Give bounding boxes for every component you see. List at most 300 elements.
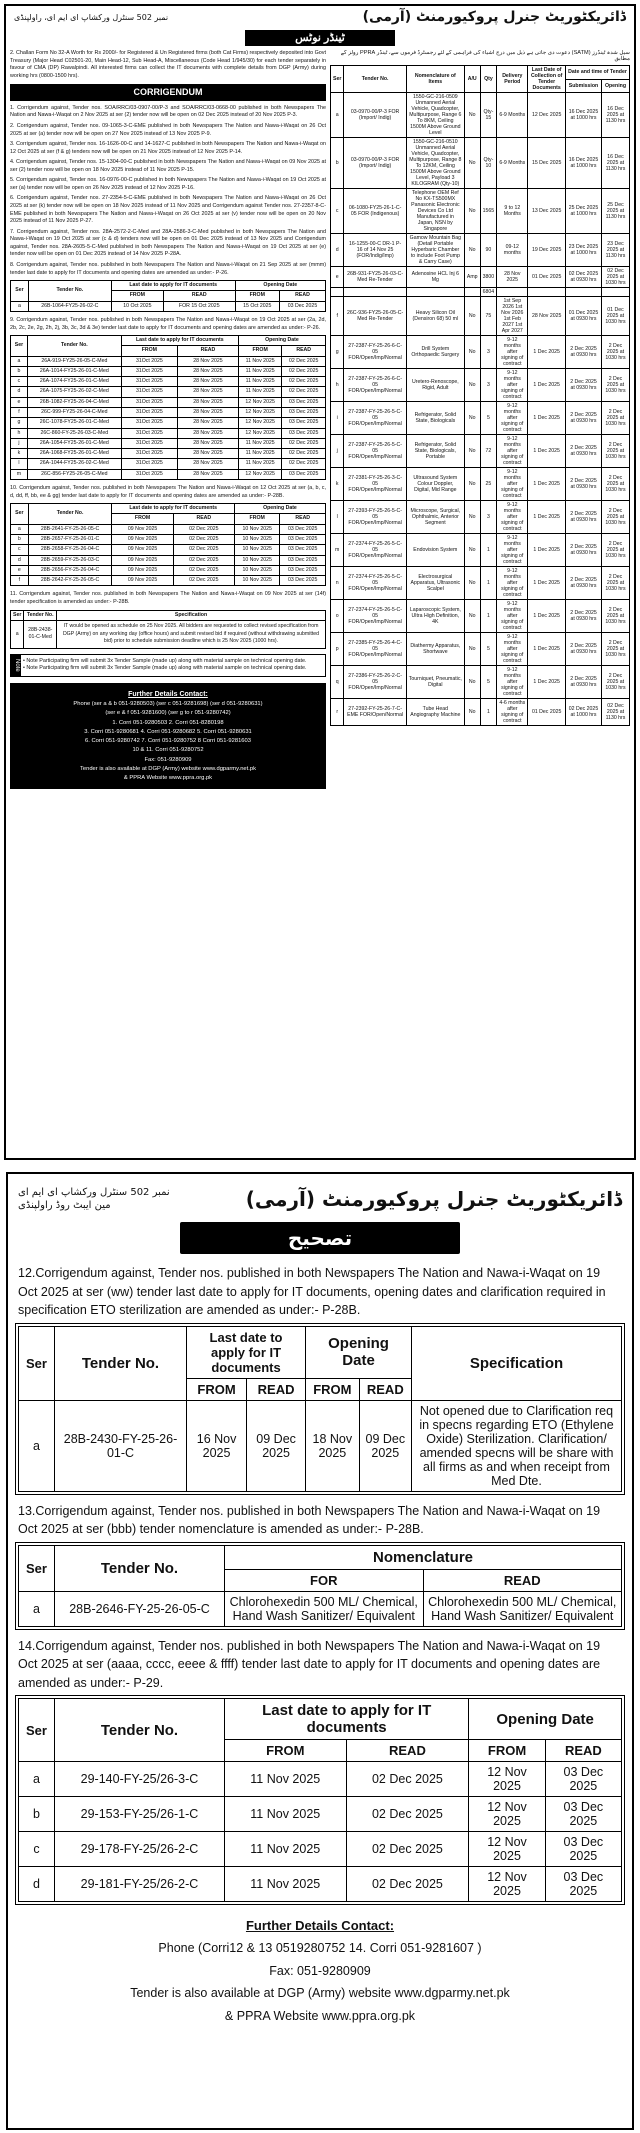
table-cell: 31Oct 2025 xyxy=(121,459,177,469)
table-cell: 09 Nov 2025 xyxy=(112,524,173,534)
table-cell: 03 Dec 2025 xyxy=(282,469,326,479)
table-cell: f xyxy=(11,408,28,418)
table-cell: 26C-860-FY-25-26-03-C-Med xyxy=(27,428,121,438)
table-p10: Ser Tender No. Last date to apply for IT documents Opening Date FROM READ FROM READ a 28B-2641-FY-25-26-05-C 09 Nov 2025 02 Dec 2025 10 Nov 2025 03 Dec 2025 b 28B-2657-FY-25-26-01-C 09 Nov 2025 02 Dec 2025 10 Nov 2025 03 Dec 2025 c 28B-2658-FY-25-26-04-C 09 Nov 2025 02 Dec 2025 10 Nov 2025 03 Dec 2025 d 28B-2659-FY-25-26-03-C 09 Nov 2025 02 Dec 2025 10 Nov 2025 03 Dec 2025 e 28B-2656-FY-25-26-04-C 09 Nov 2025 02 Dec 2025 10 Nov 2025 03 Dec 2025 f 28B-2642-FY-25-26-05-C 09 Nov 2025 02 Dec 2025 10 Nov 2025 03 Dec 2025 xyxy=(10,503,326,586)
corrigendum-paragraph: 8. Corrigendum against, Tender nos. published in both Newspapers The Nation and Nawa-i-Waqat on 21 Sep 2025 at ser (mmm) tender last date to apply for IT documents and opening dates are amended as under:- P-26. xyxy=(10,261,326,276)
table-cell: e xyxy=(331,267,344,288)
table-cell: 2 Dec 2025 at 1030 hrs xyxy=(601,402,629,435)
table-cell: No xyxy=(464,567,480,600)
table-cell: 02 Dec 2025 at 0930 hrs xyxy=(566,267,602,288)
table-cell: 1 xyxy=(480,534,497,567)
table-cell: 02 Dec 2025 xyxy=(346,1832,469,1867)
table-row xyxy=(11,397,326,407)
table-row xyxy=(331,666,630,699)
table-cell: 03-0970-00/P-3 FOR (Import/ Indig) xyxy=(344,138,406,189)
table-cell: 2 Dec 2025 at 1030 hrs xyxy=(601,567,629,600)
table-cell: 09 Nov 2025 xyxy=(112,534,173,544)
table-cell: 28 Nov 2025 xyxy=(178,408,239,418)
table-cell: 02 Dec 2025 xyxy=(173,524,234,534)
table-cell: 01 Dec 2025 at 0930 hrs xyxy=(566,297,602,336)
table-cell: 12 Nov 2025 xyxy=(469,1797,545,1832)
table-cell: 03 Dec 2025 xyxy=(282,408,326,418)
table-cell: 03 Dec 2025 xyxy=(280,576,326,586)
table-cell: 03 Dec 2025 xyxy=(282,418,326,428)
table-row xyxy=(331,633,630,666)
table-cell: 6-9 Months xyxy=(497,93,528,138)
table-cell: 10 Nov 2025 xyxy=(234,534,280,544)
table-cell: No xyxy=(464,468,480,501)
table-cell: 31Oct 2025 xyxy=(121,356,177,366)
table-cell: 9-12 months after signing of contract xyxy=(497,468,528,501)
table-cell: 2 Dec 2025 at 0930 hrs xyxy=(566,501,602,534)
table-cell: f xyxy=(331,297,344,336)
corrigendum-paragraph: 2. Corrigendum against, Tender nos. 09-1065-3-C-EME published in both Newspapers The Nation and Nawa-i-Waqat on 26 Oct 2025 at ser (a) tender now will be open on 27 Nov 2025 instead of 13 Nov 2025 P-9. xyxy=(10,122,326,137)
table-cell: 1550-GC-216-0510 Unmanned Aerial Vehicle, Quadcopter, Multipurpose, Range 8 To 12KM, Ceiling 1500M Above Ground Level, Payload 3 KILOGRAM (Qty-10) xyxy=(406,138,464,189)
table-row xyxy=(11,469,326,479)
table-cell: 27-2374-FY-25-26-5-C-05 FOR/Open/Imp/Normal xyxy=(344,567,406,600)
table-cell: l xyxy=(11,459,28,469)
table-cell: 25 Dec 2025 at 1130 hrs xyxy=(601,189,629,234)
table-cell: 26A-1075-FY25-26-02-C-Med xyxy=(27,387,121,397)
table-cell: Diathermy Apparatus, Shortwave xyxy=(406,633,464,666)
table-cell: No xyxy=(464,600,480,633)
para-14: 14.Corrigendum against, Tender nos. published in both Newspapers The Nation and Nawa-i-Waqat on 19 Oct 2025 at ser (aaaa, cccc, eeee & ffff) tender last date to apply for IT documents and opening dates are amended as under:- P-29. xyxy=(18,1638,601,1690)
table-cell: 26B-931-FY25-26-03-C-Med Re-Tender xyxy=(344,267,406,288)
table-cell: 1565 xyxy=(480,189,497,234)
table-cell: 1 xyxy=(480,567,497,600)
table-cell: 10 Nov 2025 xyxy=(234,545,280,555)
table-cell: 11 Nov 2025 xyxy=(238,377,282,387)
table-cell: 03 Dec 2025 xyxy=(545,1797,621,1832)
table-cell: 03 Dec 2025 xyxy=(282,397,326,407)
table-cell: 09 Nov 2025 xyxy=(112,565,173,575)
table-cell: 2 Dec 2025 at 1030 hrs xyxy=(601,501,629,534)
table-cell: 1 Dec 2025 xyxy=(528,633,566,666)
table-row xyxy=(11,387,326,397)
table-cell: 02 Dec 2025 xyxy=(173,555,234,565)
table-cell: d xyxy=(11,387,28,397)
table-cell xyxy=(497,288,528,297)
table-row xyxy=(331,567,630,600)
table-cell: 2 Dec 2025 at 1030 hrs xyxy=(601,435,629,468)
table-row xyxy=(11,377,326,387)
table-cell: Heavy Silicon Oil (Densiron 68) 50 ml xyxy=(406,297,464,336)
table-cell: 28 Nov 2025 xyxy=(178,449,239,459)
table-cell: 27-2385-FY-25-26-4-C-05 FOR/Open/Imp/Normal xyxy=(344,633,406,666)
table-cell: 9 to 12 Months xyxy=(497,189,528,234)
table-cell: 11 Nov 2025 xyxy=(225,1797,347,1832)
table-cell: 16 Dec 2025 at 1130 hrs xyxy=(601,138,629,189)
table-cell: h xyxy=(331,369,344,402)
table-cell: 01 Dec 2025 at 1030 hrs xyxy=(601,297,629,336)
table-cell: 10 Nov 2025 xyxy=(234,576,280,586)
table-row xyxy=(331,189,630,234)
table-cell: 2 Dec 2025 at 1030 hrs xyxy=(601,534,629,567)
table-cell: b xyxy=(11,534,29,544)
table-cell: Qty-10 xyxy=(480,138,497,189)
table-cell: 03 Dec 2025 xyxy=(282,428,326,438)
table-cell: 10 Nov 2025 xyxy=(234,565,280,575)
table-cell: 28B-2658-FY-25-26-04-C xyxy=(28,545,112,555)
table-row xyxy=(331,138,630,189)
table-cell: No xyxy=(464,369,480,402)
table-row xyxy=(11,555,326,565)
table-cell: 26C-1078-FY25-26-01-C-Med xyxy=(27,418,121,428)
table-cell: 3800 xyxy=(480,267,497,288)
table-cell: 12 Nov 2025 xyxy=(238,397,282,407)
table-cell: 28 Nov 2025 xyxy=(178,387,239,397)
ad1-title: ڈائریکٹوریٹ جنرل پروکیورمنٹ (آرمی) xyxy=(362,9,626,25)
table-cell: 11 Nov 2025 xyxy=(238,387,282,397)
table-cell: a xyxy=(11,524,29,534)
table-cell: No xyxy=(464,534,480,567)
table-row xyxy=(11,534,326,544)
table-cell: 27-2387-FY-25-26-5-C-05 FOR/Open/Imp/Normal xyxy=(344,402,406,435)
table-cell: 28 Nov 2025 xyxy=(178,418,239,428)
table-cell: 12 Nov 2025 xyxy=(238,469,282,479)
table-cell: a xyxy=(11,301,29,311)
table-cell: FOR 15 Oct 2025 xyxy=(163,301,235,311)
ad1-header xyxy=(6,6,634,28)
para-9: 9. Corrigendum against, Tender nos. published in both Newspapers The Nation and Nawa-i-Waqat on 19 Oct 2025 at ser (2a, 2d, 2b, 2c, 2e, 2g, 2h, 2j, 3b, 3c, 3d & 3e) tender last date to apply for IT documents and opening dates are amended as under:- P-26. xyxy=(10,316,326,331)
table-row xyxy=(19,1797,622,1832)
table-cell: 1 Dec 2025 xyxy=(528,402,566,435)
table-cell: No xyxy=(464,699,480,726)
table-cell: a xyxy=(19,1762,55,1797)
note-label: Note xyxy=(11,655,21,676)
table-row xyxy=(331,699,630,726)
table-cell: 2 Dec 2025 at 0930 hrs xyxy=(566,633,602,666)
table-cell: 29-178-FY-25/26-2-C xyxy=(55,1832,225,1867)
table-cell: 02 Dec 2025 xyxy=(173,565,234,575)
table-cell: 28B-2659-FY-25-26-03-C xyxy=(28,555,112,565)
table-cell: 31Oct 2025 xyxy=(121,397,177,407)
table-cell: 28 Nov 2025 xyxy=(178,428,239,438)
table-cell: 02 Dec 2025 at 1000 hrs xyxy=(566,699,602,726)
table-cell: 27-2387-FY-25-26-6-C-05 FOR/Open/Imp/Normal xyxy=(344,336,406,369)
table-cell: 29-140-FY-25/26-3-C xyxy=(55,1762,225,1797)
table-cell: 26B-1082-FY25-26-04-C-Med xyxy=(27,397,121,407)
table-cell: 26A-1074-FY25-26-01-C-Med xyxy=(27,377,121,387)
table-p9: Ser Tender No. Last date to apply for IT documents Opening Date FROM READ FROM READ a 26A-919-FY25-26-05-C-Med 31Oct 2025 28 Nov 2025 11 Nov 2025 02 Dec 2025 b 26A-1014-FY25-26-01-C-Med 31Oct 2025 28 Nov 2025 11 Nov 2025 02 Dec 2025 c 26A-1074-FY25-26-01-C-Med 31Oct 2025 28 Nov 2025 11 Nov 2025 02 Dec 2025 d 26A-1075-FY25-26-02-C-Med 31Oct 2025 28 Nov 2025 11 Nov 2025 02 Dec 2025 e 26B-1082-FY25-26-04-C-Med 31Oct 2025 28 Nov 2025 12 Nov 2025 03 Dec 2025 f 26C-999-FY25-26-04-C-Med 31Oct 2025 28 Nov 2025 12 Nov 2025 03 Dec 2025 g 26C-1078-FY25-26-01-C-Med 31Oct 2025 28 Nov 2025 12 Nov 2025 03 Dec 2025 h 26C-860-FY-25-26-03-C-Med 31Oct 2025 28 Nov 2025 12 Nov 2025 03 Dec 2025 j 26A-1054-FY25-26-01-C-Med 31Oct 2025 28 Nov 2025 11 Nov 2025 02 Dec 2025 k 26A-1068-FY25-26-01-C-Med 31Oct 2025 28 Nov 2025 11 Nov 2025 02 Dec 2025 l 26A-1044-FY25-26-02-C-Med 31Oct 2025 28 Nov 2025 11 Nov 2025 02 Dec 2025 m 26C-856-FY25-26-05-C-Med 31Oct 2025 28 Nov 2025 12 Nov 2025 03 Dec 2025 xyxy=(10,335,326,480)
table-cell: 12 Nov 2025 xyxy=(238,428,282,438)
table-cell: Endovision System xyxy=(406,534,464,567)
table-cell: 26C-856-FY25-26-05-C-Med xyxy=(27,469,121,479)
ad2-header xyxy=(18,1182,622,1216)
table-cell: 03 Dec 2025 xyxy=(280,565,326,575)
table-cell: Refrigerator, Solid State, Biologicals xyxy=(406,402,464,435)
table-cell: d xyxy=(331,234,344,267)
table-row: a 28B-2430-FY-25-26-01-C 16 Nov 2025 09 Dec 2025 18 Nov 2025 09 Dec 2025 Not opened due to Clarification req in specns regarding ETO (Ethylene Oxide) Sterilization. Clarification/ amended specns will be share with all firms as and when receipt from Med Dte. xyxy=(19,1400,622,1491)
table-cell: 03-0970-00/P-3 FOR (Import/ Indig) xyxy=(344,93,406,138)
table-cell: 12 Nov 2025 xyxy=(238,418,282,428)
contact-line: Fax: 051-9280909 xyxy=(144,756,192,763)
table-row xyxy=(331,435,630,468)
table-cell: Amp xyxy=(464,267,480,288)
table-cell: 02 Dec 2025 xyxy=(282,366,326,376)
table-cell: 1 Dec 2025 xyxy=(528,468,566,501)
note-box xyxy=(10,654,326,677)
table-row xyxy=(11,524,326,534)
table-cell: 3 xyxy=(480,336,497,369)
table-cell: 02 Dec 2025 xyxy=(282,459,326,469)
table-cell: 02 Dec 2025 xyxy=(346,1867,469,1902)
table-cell: 02 Dec 2025 xyxy=(173,576,234,586)
table-cell: 09 Nov 2025 xyxy=(112,576,173,586)
table-cell: No xyxy=(464,633,480,666)
table-cell: 90 xyxy=(480,234,497,267)
table-cell: 75 xyxy=(480,297,497,336)
table-cell: 9-12 months after signing of contract xyxy=(497,600,528,633)
table-cell: k xyxy=(331,468,344,501)
table-cell: 31Oct 2025 xyxy=(121,408,177,418)
table-cell: c xyxy=(11,377,28,387)
table-cell: Refrigerator, Solid State, Biologicals, Portable xyxy=(406,435,464,468)
table-row: a 28B-2646-FY-25-26-05-C Chlorohexedin 500 ML/ Chemical, Hand Wash Sanitizer/ Equivalent Chlorohexedin 500 ML/ Chemical, Hand Wash Sanitizer/ Equivalent xyxy=(19,1591,622,1626)
table-cell: 11 Nov 2025 xyxy=(238,449,282,459)
table-cell: g xyxy=(11,418,28,428)
table-cell: 1 Dec 2025 xyxy=(528,666,566,699)
table-cell: 26A-1068-FY25-26-01-C-Med xyxy=(27,449,121,459)
table-cell: m xyxy=(331,534,344,567)
table-cell: 27-2386-FY-25-26-2-C-05 FOR/Open/Imp/Normal xyxy=(344,666,406,699)
table-cell: 03 Dec 2025 xyxy=(545,1867,621,1902)
table-cell: 1 xyxy=(480,600,497,633)
table-cell: 1 Dec 2025 xyxy=(528,435,566,468)
table-cell: Drill System Orthopaedic Surgery xyxy=(406,336,464,369)
contact-line: (ser e & f 051-9281600) (ser g to r 051-9280742) xyxy=(105,710,231,717)
table-cell: d xyxy=(11,555,29,565)
t11-ser: a xyxy=(11,620,24,648)
table-cell: 02 Dec 2025 xyxy=(282,356,326,366)
table-cell xyxy=(464,288,480,297)
table-cell: 1 Dec 2025 xyxy=(528,501,566,534)
tender-notice-ad xyxy=(4,4,636,1160)
table-cell: 11 Nov 2025 xyxy=(238,459,282,469)
table-cell: 2 Dec 2025 at 1030 hrs xyxy=(601,468,629,501)
table-cell: 2 Dec 2025 at 0930 hrs xyxy=(566,402,602,435)
table-cell: 2 Dec 2025 at 0930 hrs xyxy=(566,534,602,567)
table-row xyxy=(19,1762,622,1797)
para-13: 13.Corrigendum against, Tender nos. published in both Newspapers The Nation and Nawa-i-Waqat on 19 Oct 2025 at ser (bbb) tender nomenclature is amended as under:- P-28B. xyxy=(18,1503,601,1536)
table-cell: No xyxy=(464,297,480,336)
table-cell: 31Oct 2025 xyxy=(121,438,177,448)
para-10: 10. Corrigendum against, Tender nos. published in both Newspapers The Nation and Nawa-i-Waqat on 12 Oct 2025 at ser (a, b, c, d, dd, ff, bb, ee & gg) tender last date to apply for IT documents and opening dates are amended as under:- P-28B. xyxy=(10,485,326,499)
table-cell: 26B-1064-FY25-26-02-C xyxy=(28,301,111,311)
table-cell: 03 Dec 2025 xyxy=(545,1832,621,1867)
table-cell: Electrosurgical Apparatus, Ultrasonic Scalpel xyxy=(406,567,464,600)
table-cell: 25 Dec 2025 at 1000 hrs xyxy=(566,189,602,234)
corrigendum-paragraph: 7. Corrigendum against, Tender nos. 28A-2572-2-C-Med and 28A-2586-3-C-Med published in both Newspapers The Nation and Nawa-i-Waqat on 19 Oct 2025 at ser (c & d) tenders now will be open on 01 Dec 2025 instead of 13 Nov 2025 and Corrigendum against, Tender nos. 28A-2605-5-C-Med published in both Newspapers The Nation and Nawa-i-Waqat on 19 Oct 2025 at ser (e) tender now will be open on 01 Dec 2025 instead of 14 Nov 2025 P-28A. xyxy=(10,228,326,258)
table-p8: Ser Tender No. Last date to apply for IT documents Opening Date FROM READ FROM READ a 26B-1064-FY25-26-02-C 10 Oct 2025 FOR 15 Oct 2025 15 Oct 2025 03 Dec 2025 xyxy=(10,280,326,312)
table-cell: 27-2381-FY-25-26-3-C-05 FOR/Open/Imp/Normal xyxy=(344,468,406,501)
table-cell: 03 Dec 2025 xyxy=(280,524,326,534)
table-cell: 9-12 months after signing of contract xyxy=(497,633,528,666)
ad1-left-column xyxy=(10,50,326,1154)
table-cell: c xyxy=(19,1832,55,1867)
challan-paragraph: 2. Challan Form No 32-A Worth for Rs 2000/- for Registered & Un Registered firms (both Cat Firms) respectively deposited into Govt Treasury (Major Head C02501-20, Main Head-12, Sub Head-A, Miscellaneous (Code Head 1/945/30) for each tender separately in favour of CMA (DP) Rawalpindi. All interested firms can collect the IT documents with complete details from DGP (Army) during working hrs (0800-1500 hrs). xyxy=(10,50,326,79)
t11-tender: 28B-2438-01-C-Med xyxy=(24,620,57,648)
table-cell: 1 Dec 2025 xyxy=(528,336,566,369)
table-row xyxy=(11,428,326,438)
table-p12: Ser Tender No. Last date to apply for IT documents Opening Date Specification FROM READ FROM READ a 28B-2430-FY-25-26-01-C 16 Nov 2025 09 Dec 2025 18 Nov 2025 09 Dec 2025 Not opened due to Clarification req in specns regarding ETO (Ethylene Oxide) Sterilization. Clarification/ amended specns will be share with all firms as and when receipt from Med Dte. xyxy=(18,1326,622,1492)
table-cell: 28 Nov 2025 xyxy=(178,397,239,407)
table-cell: Tourniquet, Pneumatic, Digital xyxy=(406,666,464,699)
table-cell: 03 Dec 2025 xyxy=(280,534,326,544)
table-cell: 31Oct 2025 xyxy=(121,377,177,387)
contact-line: Phone (ser a & b 051-9280503) (ser c 051-9281698) (ser d 051-9280631) xyxy=(73,701,263,708)
table-cell: a xyxy=(331,93,344,138)
table-cell: 02 Dec 2025 xyxy=(282,377,326,387)
table-cell: 28 Nov 2025 xyxy=(178,459,239,469)
table-cell: 27-2392-FY-25-26-7-C-EME FOR/Open/Normal xyxy=(344,699,406,726)
table-cell: Tube Head Angiography Machine xyxy=(406,699,464,726)
table-cell: 9-12 months after signing of contract xyxy=(497,435,528,468)
table-cell: 3 xyxy=(480,369,497,402)
table-cell: 28B-2642-FY-25-26-05-C xyxy=(28,576,112,586)
table-cell: 15 Dec 2025 xyxy=(528,138,566,189)
table-cell: 11 Nov 2025 xyxy=(225,1867,347,1902)
table-cell: 26C-936-FY25-26-05-C-Med Re-Tender xyxy=(344,297,406,336)
table-row xyxy=(11,545,326,555)
table-cell: 02 Dec 2025 xyxy=(173,545,234,555)
contact-line: 10 & 11. Corri 051-9280752 xyxy=(132,747,204,754)
table-cell: 9-12 months after signing of contract xyxy=(497,402,528,435)
table-cell: 27-2393-FY-25-26-5-C-05 FOR/Open/Imp/Normal xyxy=(344,501,406,534)
tasheeh-banner: تصحیح xyxy=(180,1222,460,1254)
table-cell: a xyxy=(11,356,28,366)
table-cell: 27-2374-FY-25-26-5-C-05 FOR/Open/Imp/Normal xyxy=(344,600,406,633)
table-p11: Ser Tender No. Specification a 28B-2438-01-C-Med IT would be opened as schedule on 25 Nov 2025. All bidders are requested to collect revised specification from DGP (Army) on any working day (office hours) and submit revised bid if required (without withdrawing submitted bid) prior to schedule submission deadline which is 25 Nov 2025 (1000 hrs). xyxy=(10,610,326,649)
ad2-title: ڈائریکٹوریٹ جنرل پروکیورمنٹ (آرمی) xyxy=(245,1187,622,1211)
table-row xyxy=(331,267,630,288)
table-cell: No xyxy=(464,189,480,234)
table-cell: 28 Nov 2025 xyxy=(178,366,239,376)
table-cell: 5 xyxy=(480,402,497,435)
para-12: 12.Corrigendum against, Tender nos. published in both Newspapers The Nation and Nawa-i-Waqat on 19 Oct 2025 at ser (ww) tender last date to apply for IT documents, opening dates and clarification required in specification ETO sterilization are amended as under:- P-28B. xyxy=(18,1266,606,1317)
table-cell: 9-12 months after signing of contract xyxy=(497,567,528,600)
table-cell: 2 Dec 2025 at 1030 hrs xyxy=(601,633,629,666)
table-cell: 1 Dec 2025 xyxy=(528,369,566,402)
table-cell: No xyxy=(464,138,480,189)
table-cell: 2 Dec 2025 at 1030 hrs xyxy=(601,666,629,699)
table-p13: Ser Tender No. Nomenclature FOR READ a 28B-2646-FY-25-26-05-C Chlorohexedin 500 ML/ Chemical, Hand Wash Sanitizer/ Equivalent Chlorohexedin 500 ML/ Chemical, Hand Wash Sanitizer/ Equivalent xyxy=(18,1545,622,1627)
table-cell: 5 xyxy=(480,666,497,699)
ad2-fax: Fax: 051-9280909 xyxy=(269,1963,371,1978)
table-cell: 9-12 months after signing of contract xyxy=(497,501,528,534)
table-row xyxy=(19,1867,622,1902)
table-cell: 26A-1054-FY25-26-01-C-Med xyxy=(27,438,121,448)
table-cell: 09 Nov 2025 xyxy=(112,545,173,555)
table-cell: 03 Dec 2025 xyxy=(280,555,326,565)
table-cell: j xyxy=(331,435,344,468)
table-cell: 5 xyxy=(480,633,497,666)
table-cell: 02 Dec 2025 xyxy=(346,1762,469,1797)
table-cell: Adenosine HCL Inj 6 Mg xyxy=(406,267,464,288)
contact-line: 6. Corri 051-9280742 7. Corri 051-9280752 8 Corri 051-9281603 xyxy=(85,738,251,745)
table-cell: 2 Dec 2025 at 1030 hrs xyxy=(601,600,629,633)
table-cell: 23 Dec 2025 at 1000 hrs xyxy=(566,234,602,267)
table-cell: 02 Dec 2025 xyxy=(282,387,326,397)
ad2-footer xyxy=(18,1914,622,2027)
contact-line: 3. Corri 051-9280681 4. Corri 051-9280682 5. Corri 051-9280631 xyxy=(84,728,252,735)
table-cell: e xyxy=(11,397,28,407)
table-cell xyxy=(528,288,566,297)
table-cell: 26C-999-FY25-26-04-C-Med xyxy=(27,408,121,418)
table-cell: q xyxy=(331,666,344,699)
table-cell: 2 Dec 2025 at 0930 hrs xyxy=(566,666,602,699)
table-cell: 16 Dec 2025 at 1130 hrs xyxy=(601,93,629,138)
table-cell: 28 Nov 2025 xyxy=(178,377,239,387)
table-cell: 23 Dec 2025 at 1130 hrs xyxy=(601,234,629,267)
table-cell: j xyxy=(11,438,28,448)
table-cell: g xyxy=(331,336,344,369)
ad1-contact-box xyxy=(10,683,326,790)
table-cell: 31Oct 2025 xyxy=(121,449,177,459)
table-cell: 26A-1044-FY25-26-02-C-Med xyxy=(27,459,121,469)
table-cell: 02 Dec 2025 at 1030 hrs xyxy=(601,267,629,288)
table-cell: 11 Nov 2025 xyxy=(238,438,282,448)
table-cell: 19 Dec 2025 xyxy=(528,234,566,267)
ad2-address: نمبر 502 سنٹرل ورکشاپ ای ایم ای مین ایبٹ روڈ راولپنڈی xyxy=(18,1187,170,1211)
table-cell: 1 Dec 2025 xyxy=(528,534,566,567)
table-cell: 15 Oct 2025 xyxy=(235,301,279,311)
table-cell xyxy=(406,288,464,297)
table-cell: 31Oct 2025 xyxy=(121,418,177,428)
table-cell xyxy=(601,288,629,297)
table-cell: 03 Dec 2025 xyxy=(545,1762,621,1797)
table-cell: 2 Dec 2025 at 0930 hrs xyxy=(566,567,602,600)
table-cell: No xyxy=(464,501,480,534)
table-cell: 3 xyxy=(480,501,497,534)
table-cell: 28B-2657-FY-25-26-01-C xyxy=(28,534,112,544)
table-row xyxy=(11,301,326,311)
table-row xyxy=(11,418,326,428)
table-cell: m xyxy=(11,469,28,479)
table-cell: 1550-GC-216-0509 Unmanned Aerial Vehicle, Quadcopter, Multipurpose, Range 6 To 8KM, Ceiling 1500M Above Ground Level xyxy=(406,93,464,138)
table-cell: p xyxy=(331,633,344,666)
table-cell: 01 Dec 2025 xyxy=(528,267,566,288)
table-cell: 13 Dec 2025 xyxy=(528,189,566,234)
table-row xyxy=(11,356,326,366)
table-cell: 10 Nov 2025 xyxy=(234,524,280,534)
table-cell: 06-1080-FY25-26-1-C-05 FOR (Indigenous) xyxy=(344,189,406,234)
table-cell: 02 Dec 2025 xyxy=(173,534,234,544)
table-cell: No xyxy=(464,93,480,138)
table-cell: b xyxy=(11,366,28,376)
corrigendum-paragraph: 1. Corrigendum against, Tender nos. SOA/RRC/03-0907-00/P-3 and SOA/RRC/03-0668-00 published in both Newspapers The Nation and Nawa-i-Waqat on 2 Nov 2025 at ser (2) tender now will be open on 02 Dec 2025 instead of 20 Nov 2025 P-3. xyxy=(10,104,326,119)
table-cell: Gamow Mountain Bag (Detail Portable Hyperbaric Chamber to include Foot Pump & Carry Case) xyxy=(406,234,464,267)
table-row xyxy=(11,565,326,575)
table-cell: 2 Dec 2025 at 0930 hrs xyxy=(566,468,602,501)
table-cell: 27-2387-FY-25-26-6-C-05 FOR/Open/Imp/Normal xyxy=(344,369,406,402)
table-cell: No xyxy=(464,435,480,468)
table-cell: 9-12 months after signing of contract xyxy=(497,336,528,369)
table-cell: No xyxy=(464,402,480,435)
ad2-contact-title: Further Details Contact: xyxy=(245,1918,395,1933)
table-cell: c xyxy=(331,189,344,234)
table-cell: Laparoscopic System, Ultra High Definition, 4K xyxy=(406,600,464,633)
table-row xyxy=(11,366,326,376)
corrigendum-ad xyxy=(6,1172,634,2130)
table-cell: 9-12 months after signing of contract xyxy=(497,534,528,567)
table-cell: 28B-2641-FY-25-26-05-C xyxy=(28,524,112,534)
table-cell: b xyxy=(331,138,344,189)
table-cell: 27-2387-FY-25-26-5-C-05 FOR/Open/Imp/Normal xyxy=(344,435,406,468)
table-cell: 27-2374-FY-25-26-5-C-05 FOR/Open/Imp/Normal xyxy=(344,534,406,567)
table-cell: 16 Dec 2025 at 1000 hrs xyxy=(566,138,602,189)
table-cell: 28 Nov 2025 xyxy=(528,297,566,336)
